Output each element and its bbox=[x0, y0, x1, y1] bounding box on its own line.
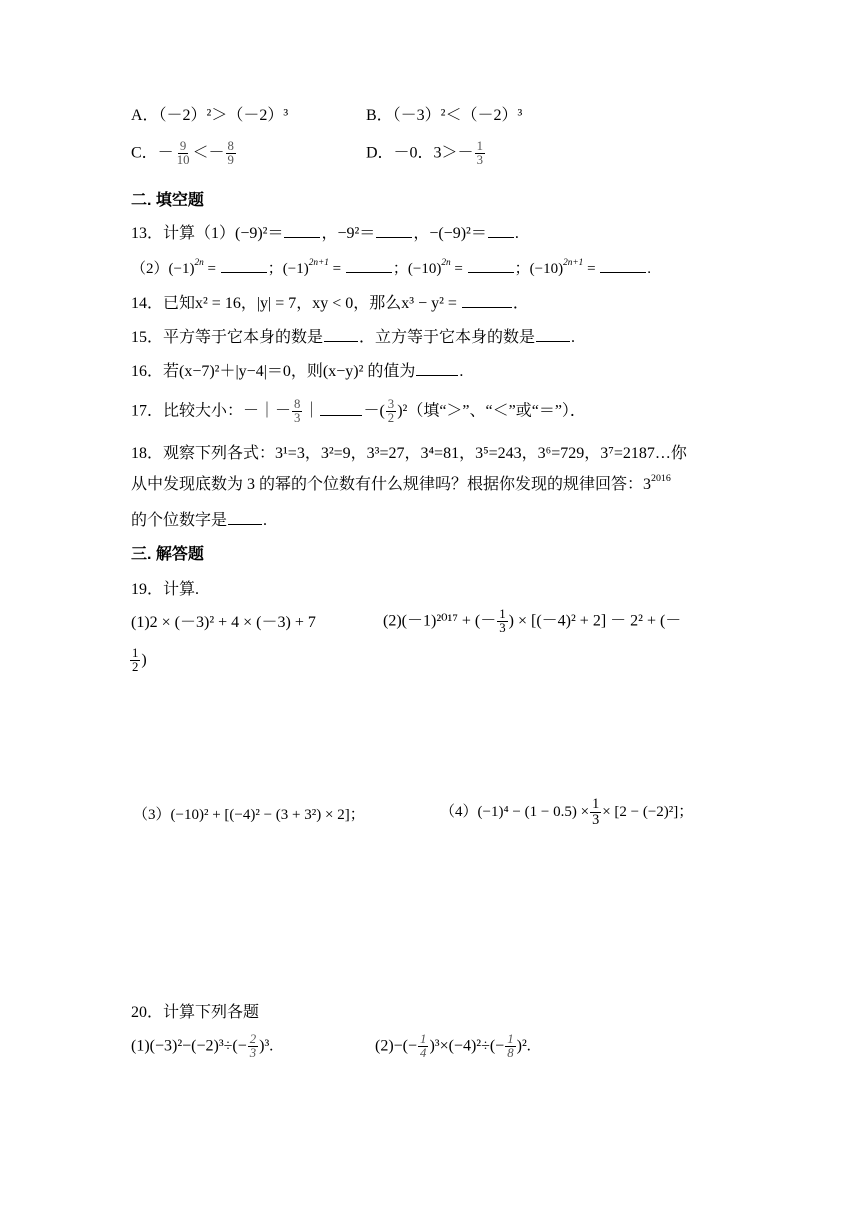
q19-part-2-b: ) × [(－4)² + 2] － 2² + (－ bbox=[508, 612, 682, 630]
q17-text-b: ｜ bbox=[303, 402, 320, 420]
fraction-denominator: 2 bbox=[387, 411, 395, 426]
q18-line-3 bbox=[131, 510, 267, 530]
q16 bbox=[131, 361, 463, 381]
q15-text-b: ．立方等于它本身的数是 bbox=[359, 329, 536, 346]
option-c-mid: ＜－ bbox=[192, 144, 225, 162]
q19-part-2-fraction-2 bbox=[130, 647, 140, 675]
fraction-numerator: 9 bbox=[179, 139, 187, 153]
answer-blank bbox=[536, 327, 570, 342]
fraction-numerator: 3 bbox=[387, 397, 395, 411]
answer-blank bbox=[221, 258, 267, 273]
equals: = bbox=[203, 261, 220, 277]
q13-part-1: 13．计算（1）(−9)²＝ bbox=[131, 225, 284, 242]
fraction-denominator: 3 bbox=[294, 411, 301, 426]
fraction-numerator: 1 bbox=[132, 646, 139, 660]
q19-part-4-b: × [2 − (−2)²]； bbox=[602, 803, 694, 820]
q13-part-2: ，−9²＝ bbox=[321, 225, 376, 242]
answer-blank bbox=[376, 223, 412, 238]
fraction-denominator: 2 bbox=[132, 660, 139, 675]
q20-part-1 bbox=[131, 1033, 273, 1061]
answer-blank bbox=[416, 361, 458, 376]
section-2-title: 二. 填空题 bbox=[131, 192, 204, 209]
fraction-denominator: 9 bbox=[227, 153, 234, 168]
fraction-numerator: 1 bbox=[476, 139, 483, 153]
q19-part-2 bbox=[383, 608, 681, 636]
q18-line-2 bbox=[131, 472, 671, 494]
q18-line-3-text: 的个位数字是 bbox=[131, 512, 228, 529]
q19-part-2-end: ) bbox=[141, 651, 147, 669]
fraction-numerator: 2 bbox=[249, 1032, 257, 1046]
q17-text-d: )²（填“＞”、“＜”或“＝”）． bbox=[397, 402, 586, 420]
answer-blank bbox=[462, 293, 512, 308]
answer-blank bbox=[346, 258, 392, 273]
answer-blank bbox=[324, 327, 358, 342]
fraction-numerator: 1 bbox=[592, 796, 600, 812]
option-b-text: B．（－3）²＜（－2）³ bbox=[366, 107, 523, 124]
separator: ； bbox=[267, 261, 283, 277]
q15-text-a: 15．平方等于它本身的数是 bbox=[131, 329, 324, 346]
q13-line-2 bbox=[131, 258, 651, 278]
exponent: 2n bbox=[441, 258, 451, 269]
q19-part-2-a: (2)(－1)²⁰¹⁷ + (－ bbox=[383, 612, 497, 630]
q17-fraction-2 bbox=[386, 398, 396, 426]
q13-line-1 bbox=[131, 223, 519, 243]
q20-title: 20．计算下列各题 bbox=[131, 1004, 260, 1021]
q13-end: . bbox=[514, 225, 519, 242]
fraction-denominator: 4 bbox=[420, 1046, 427, 1061]
fraction-denominator: 3 bbox=[476, 153, 483, 168]
answer-blank bbox=[284, 223, 320, 238]
q18-line-2-text: 从中发现底数为 3 的幂的个位数有什么规律吗？根据你发现的规律回答：3 bbox=[131, 476, 652, 493]
option-a bbox=[131, 106, 288, 125]
answer-blank bbox=[228, 510, 262, 525]
q20-part-2 bbox=[375, 1033, 531, 1061]
fraction-denominator: 3 bbox=[592, 811, 600, 828]
option-d-prefix: D．－0．3＞－ bbox=[366, 144, 474, 162]
exponent: 2n+1 bbox=[563, 258, 584, 269]
q15-end: . bbox=[571, 329, 576, 346]
q18-line-1: 18．观察下列各式：3¹=3，3²=9，3³=27，3⁴=81，3⁵=243，3⁶=729，3⁷=2187…你 bbox=[131, 445, 687, 462]
option-c-fraction-2 bbox=[226, 140, 236, 168]
q17-fraction-1 bbox=[292, 398, 302, 426]
exponent: 2n+1 bbox=[308, 258, 329, 269]
q18-end: . bbox=[263, 512, 268, 529]
q16-text: 16．若(x−7)²＋|y−4|＝0，则(x−y)² 的值为 bbox=[131, 363, 416, 380]
fraction-numerator: 1 bbox=[507, 1032, 514, 1046]
equals: = bbox=[328, 261, 345, 277]
answer-blank bbox=[320, 401, 362, 416]
q19-title: 19．计算. bbox=[131, 581, 200, 598]
fraction-denominator: 3 bbox=[249, 1046, 257, 1061]
q16-end: . bbox=[459, 363, 464, 380]
q13-part-3: ，−(−9)²＝ bbox=[413, 225, 487, 242]
q19-part-4-a: （4）(−1)⁴ − (1 − 0.5) × bbox=[440, 803, 590, 820]
option-b bbox=[366, 106, 522, 125]
option-c bbox=[131, 140, 237, 168]
q19-part-4 bbox=[440, 797, 693, 828]
fraction-numerator: 8 bbox=[227, 139, 234, 153]
q15 bbox=[131, 327, 575, 347]
q20-part-2-fraction-2 bbox=[505, 1033, 515, 1061]
equals: = bbox=[450, 261, 467, 277]
q20-part-1-b: )³. bbox=[259, 1037, 274, 1055]
q17-text-a: 17．比较大小：－｜－ bbox=[131, 402, 292, 420]
q20-part-2-b: )³×(−4)²÷(− bbox=[429, 1037, 505, 1055]
q20-part-2-c: )². bbox=[516, 1037, 531, 1055]
exponent: 2n bbox=[194, 258, 204, 269]
q14 bbox=[131, 293, 529, 313]
fraction-denominator: 10 bbox=[176, 153, 190, 168]
separator: ； bbox=[514, 261, 530, 277]
option-c-prefix: C．－ bbox=[131, 144, 174, 162]
answer-blank bbox=[468, 258, 514, 273]
fraction-numerator: 8 bbox=[294, 397, 301, 411]
fraction-numerator: 1 bbox=[499, 607, 506, 621]
equals: = bbox=[583, 261, 600, 277]
q14-text: 14．已知x² = 16，|y| = 7，xy < 0，那么x³ − y² = bbox=[131, 295, 461, 312]
q13-2-term-4: (−10) bbox=[529, 261, 564, 277]
q19-part-4-fraction bbox=[590, 797, 601, 828]
q13-2-term-2: (−1) bbox=[282, 261, 309, 277]
q13-2-term-3: (−10) bbox=[407, 261, 442, 277]
option-c-fraction-1 bbox=[175, 140, 192, 168]
q20-part-2-fraction-1 bbox=[418, 1033, 428, 1061]
answer-blank bbox=[600, 258, 646, 273]
section-3-title: 三. 解答题 bbox=[131, 546, 204, 563]
q19-part-2-fraction bbox=[497, 608, 507, 636]
q13-2-term-1: （2）(−1) bbox=[131, 261, 195, 277]
answer-blank bbox=[488, 223, 514, 238]
q19-part-2-continued bbox=[129, 647, 147, 675]
q17 bbox=[131, 398, 586, 426]
q20-part-2-a: (2)−(− bbox=[375, 1037, 418, 1055]
exponent: 2016 bbox=[651, 472, 671, 484]
q14-end: ． bbox=[512, 295, 529, 312]
q20-part-1-fraction bbox=[248, 1033, 258, 1061]
fraction-denominator: 3 bbox=[499, 621, 506, 636]
fraction-numerator: 1 bbox=[420, 1032, 427, 1046]
q20-part-1-a: (1)(−3)²−(−2)³÷(− bbox=[131, 1037, 247, 1055]
option-d-fraction bbox=[475, 140, 485, 168]
q19-part-1: (1)2 × (－3)² + 4 × (－3) + 7 bbox=[131, 614, 316, 631]
q13-end: . bbox=[647, 261, 652, 277]
fraction-denominator: 8 bbox=[507, 1046, 514, 1061]
q19-part-3: （3）(−10)² + [(−4)² − (3 + 3²) × 2]； bbox=[133, 807, 365, 823]
q17-text-c: －( bbox=[363, 402, 385, 420]
option-d bbox=[366, 140, 486, 168]
option-a-text: A．（－2）²＞（－2）³ bbox=[131, 107, 289, 124]
separator: ； bbox=[392, 261, 408, 277]
